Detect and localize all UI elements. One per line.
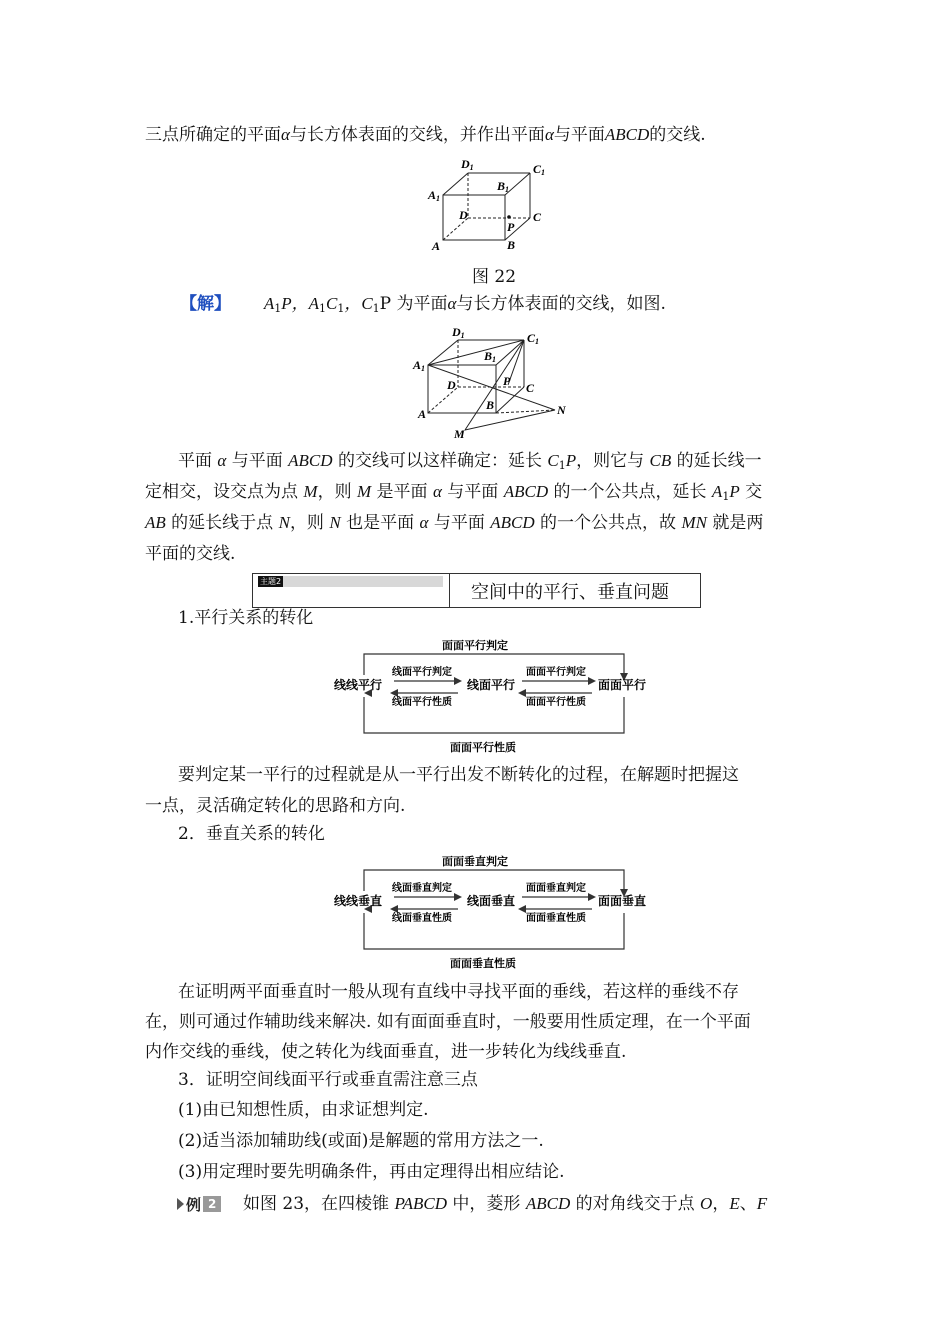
- triangle-icon: [177, 1198, 184, 1210]
- sec2-p2: 在，则可通过作辅助线来解决. 如有面面垂直时，一般要用性质定理，在一个平面: [145, 1012, 751, 1032]
- text: 的一个公共点，故: [534, 513, 682, 533]
- flow-bottom: 面面平行性质: [450, 741, 516, 754]
- math: MN: [681, 513, 707, 532]
- subscript: 1: [337, 302, 345, 315]
- p2-line2: [145, 480, 815, 509]
- flow-top: 面面平行判定: [442, 639, 508, 652]
- arrow2-bottom: 面面垂直性质: [526, 913, 586, 924]
- text: P 为平面: [379, 294, 448, 314]
- text: 与长方体表面的交线，如图.: [456, 294, 666, 314]
- label-c: C: [533, 210, 542, 224]
- math: CB: [649, 451, 672, 470]
- text: 的延长线于点: [165, 513, 279, 533]
- subscript: 1: [318, 302, 326, 315]
- label-d1: D1: [452, 325, 465, 340]
- theme-tag: 主题2: [260, 577, 282, 586]
- label-d1: D1: [461, 157, 474, 172]
- text: P，A: [281, 294, 319, 313]
- math: N: [278, 513, 290, 532]
- alpha: α: [419, 513, 429, 532]
- math: PABCD: [394, 1194, 448, 1213]
- text: 定相交，设交点为点: [145, 482, 304, 502]
- label-b1: B1: [484, 349, 497, 364]
- text: 三点所确定的平面: [145, 125, 281, 145]
- sec1-p1: 要判定某一平行的过程就是从一平行出发不断转化的过程，在解题时把握这: [178, 765, 739, 785]
- text: 平面: [178, 451, 218, 471]
- label-a: A: [432, 239, 441, 253]
- sec1-p2: 一点，灵活确定转化的思路和方向.: [145, 796, 406, 816]
- math: ABCD: [503, 482, 549, 501]
- figure-22-caption: 图 22: [472, 267, 517, 287]
- flow-node1: 线线平行: [334, 678, 383, 692]
- alpha: α: [217, 451, 227, 470]
- text: 也是平面: [340, 513, 420, 533]
- label-p: P: [507, 220, 515, 234]
- label-n: N: [557, 403, 566, 417]
- text: 与平面: [428, 513, 491, 533]
- text: ，: [712, 1194, 730, 1214]
- intro-line: [145, 123, 815, 147]
- cuboid-section-diagram: [410, 325, 575, 443]
- text: 与长方体表面的交线，并作出平面: [289, 125, 545, 145]
- theme-title: 空间中的平行、垂直问题: [471, 582, 669, 603]
- alpha: α: [544, 125, 554, 144]
- text: ，则: [317, 482, 357, 502]
- flow-node1: 线线垂直: [334, 894, 383, 908]
- math: F: [756, 1194, 768, 1213]
- theme-box: [252, 573, 701, 608]
- subscript: 1: [274, 302, 282, 315]
- subscript: 1: [558, 459, 566, 472]
- flow-node2: 线面垂直: [467, 894, 516, 908]
- math: ABCD: [288, 451, 333, 470]
- label-b1: B1: [497, 179, 510, 194]
- label-p: P: [503, 374, 511, 388]
- text: 的对角线交于点: [570, 1194, 701, 1214]
- text: 的一个公共点，延长: [548, 482, 712, 502]
- text: 的交线可以这样确定：延长: [332, 451, 548, 471]
- p2-line1: [178, 449, 848, 478]
- solution-tag: 【解】: [180, 294, 231, 314]
- example-line: [243, 1192, 913, 1216]
- parallel-flow-diagram: [330, 637, 660, 757]
- sec3-item1: (1)由已知想性质，由求证想判定.: [178, 1100, 429, 1120]
- math: ABCD: [490, 513, 535, 532]
- label-b: B: [486, 398, 495, 412]
- subscript: 1: [372, 302, 380, 315]
- alpha: α: [432, 482, 442, 501]
- text: 如图 23，在四棱锥: [243, 1194, 395, 1214]
- flow-node2: 线面平行: [467, 678, 516, 692]
- flow-top: 面面垂直判定: [442, 855, 508, 868]
- text: 是平面: [371, 482, 433, 502]
- math: AB: [145, 513, 166, 532]
- math: A: [711, 482, 723, 501]
- math: O: [700, 1194, 713, 1213]
- alpha: α: [447, 294, 457, 313]
- theme-tag-bar: [258, 576, 443, 587]
- sec3-item2: (2)适当添加辅助线(或面)是解题的常用方法之一.: [178, 1131, 544, 1151]
- text: 与平面: [226, 451, 289, 471]
- label-a: A: [418, 407, 427, 421]
- sec3-item3: (3)用定理时要先明确条件，再由定理得出相应结论.: [178, 1162, 565, 1182]
- label-d: D: [459, 208, 468, 222]
- arrow2-top: 面面垂直判定: [526, 883, 586, 894]
- label-d: D: [447, 378, 456, 392]
- flow-bottom: 面面垂直性质: [450, 957, 516, 970]
- point-p: [507, 215, 511, 219]
- text: 、: [739, 1194, 757, 1214]
- math: M: [356, 482, 372, 501]
- arrow2-top: 面面平行判定: [526, 667, 586, 678]
- sec3-heading: 3．证明空间线面平行或垂直需注意三点: [178, 1070, 478, 1090]
- sec2-p3: 内作交线的垂线，使之转化为线面垂直，进一步转化为线线垂直.: [145, 1042, 627, 1062]
- plane-abcd: ABCD: [604, 125, 650, 144]
- figure-22: [425, 155, 555, 255]
- math: P: [565, 451, 577, 470]
- text: 与平面: [553, 125, 605, 145]
- theme-divider: [449, 574, 450, 607]
- perpendicular-flow-diagram: [330, 853, 660, 973]
- text: 的交线.: [649, 125, 706, 145]
- math: N: [329, 513, 341, 532]
- example-number: 2: [203, 1196, 221, 1212]
- example-label: 例: [186, 1195, 202, 1214]
- text: ，则它与: [576, 451, 650, 471]
- label-c1: C1: [527, 331, 540, 346]
- math: E: [729, 1194, 740, 1213]
- math: P: [729, 482, 740, 501]
- p2-line4: 平面的交线.: [145, 544, 236, 564]
- label-c1: C1: [533, 162, 546, 177]
- text: 的延长线一: [671, 451, 762, 471]
- math: M: [303, 482, 318, 501]
- flow-node3: 面面平行: [598, 678, 647, 692]
- cuboid-diagram: [425, 155, 555, 255]
- example-tag: [177, 1194, 221, 1214]
- p2-line3: [145, 511, 815, 535]
- flow-node3: 面面垂直: [598, 894, 647, 908]
- text: 中，菱形: [447, 1194, 526, 1214]
- sec2-p1: 在证明两平面垂直时一般从现有直线中寻找平面的垂线，若这样的垂线不存: [178, 982, 739, 1002]
- label-m: M: [454, 427, 465, 441]
- alpha: α: [281, 125, 290, 144]
- text: ，C: [344, 294, 373, 313]
- label-a1: A1: [413, 358, 426, 373]
- text: ，则: [289, 513, 330, 533]
- text: 就是两: [706, 513, 764, 533]
- arrow1-bottom: 线面平行性质: [392, 697, 452, 708]
- arrow2-bottom: 面面平行性质: [526, 697, 586, 708]
- text: 与平面: [441, 482, 504, 502]
- arrow1-bottom: 线面垂直性质: [392, 913, 452, 924]
- sec1-heading: 1.平行关系的转化: [178, 608, 314, 628]
- solution-line: [180, 292, 850, 321]
- arrow1-top: 线面平行判定: [392, 667, 452, 678]
- label-c: C: [526, 381, 535, 395]
- text: C: [325, 294, 338, 313]
- text: 交: [739, 482, 763, 502]
- subscript: 1: [722, 490, 730, 503]
- label-b: B: [507, 238, 516, 252]
- math: C: [547, 451, 559, 470]
- solution-figure: [410, 325, 575, 443]
- sec2-heading: 2．垂直关系的转化: [178, 824, 325, 844]
- label-a1: A1: [428, 188, 441, 203]
- arrow1-top: 线面垂直判定: [392, 883, 452, 894]
- math: ABCD: [525, 1194, 571, 1213]
- text: A: [263, 294, 275, 313]
